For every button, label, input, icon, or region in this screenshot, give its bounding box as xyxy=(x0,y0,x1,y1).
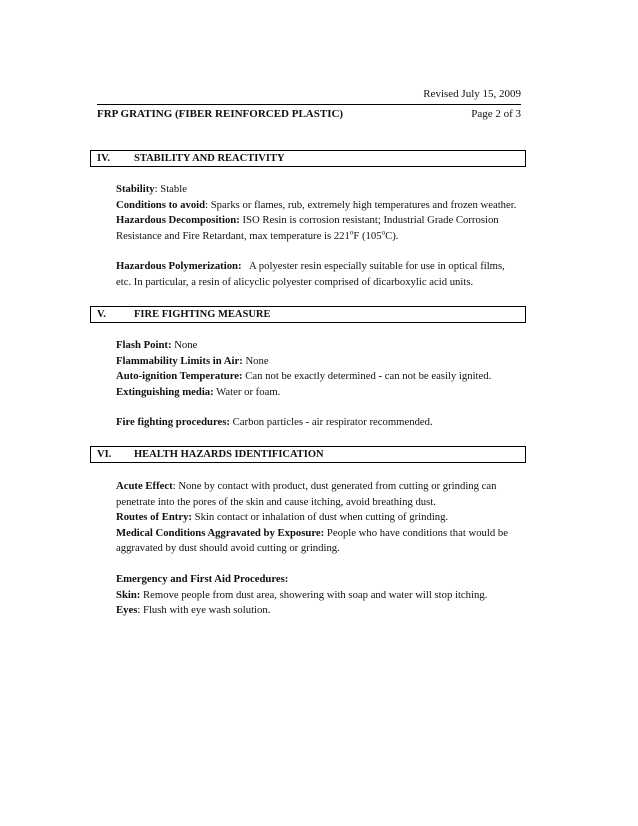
document-title: FRP GRATING (FIBER REINFORCED PLASTIC) xyxy=(97,108,344,120)
routes-line xyxy=(116,510,526,526)
section-number: VI. xyxy=(97,449,112,460)
medical-conditions-line-2 xyxy=(116,541,526,557)
field-label: Hazardous Polymerization: xyxy=(116,260,242,273)
field-value: : Stable xyxy=(154,183,187,195)
acute-effect-line xyxy=(116,479,526,495)
section-number: V. xyxy=(97,309,106,320)
field-value: aggravated by dust should avoid cutting or grinding. xyxy=(116,542,340,555)
eyes-line xyxy=(116,603,526,619)
extinguishing-line xyxy=(116,385,526,401)
emergency-heading xyxy=(116,572,526,588)
field-value: F (105 xyxy=(353,229,382,242)
section-heading-stability xyxy=(90,150,526,167)
field-value: : None by contact with product, dust generated from cutting or grinding can xyxy=(172,480,497,492)
field-label: Auto-ignition Temperature: xyxy=(116,370,243,383)
field-label: Skin: xyxy=(116,588,141,601)
decomposition-line xyxy=(116,213,526,229)
field-value: People who have conditions that would be xyxy=(324,526,508,539)
degree-symbol: o xyxy=(381,228,386,237)
conditions-line xyxy=(116,198,526,214)
field-label: Acute Effect xyxy=(116,480,173,492)
section-title: STABILITY AND REACTIVITY xyxy=(134,153,285,164)
health-hazards-block xyxy=(116,479,526,619)
section-number: IV. xyxy=(97,153,110,164)
procedures-line xyxy=(116,415,526,431)
field-value: None xyxy=(171,339,198,351)
polymerization-line xyxy=(116,259,526,275)
field-value: Can not be exactly determined xyxy=(242,370,379,383)
section-heading-fire-fighting xyxy=(90,306,526,323)
field-value: Resistance and Fire Retardant, max temperature is 221 xyxy=(116,229,350,242)
section-title: FIRE FIGHTING MEASURE xyxy=(134,309,271,320)
field-label: Conditions to avoid xyxy=(116,198,206,211)
field-value: Carbon particles - air respirator recommended. xyxy=(230,416,433,429)
field-label: Fire fighting procedures: xyxy=(116,416,230,429)
fire-fighting-block xyxy=(116,338,526,431)
field-value: Remove people from dust area, showering with soap and water will stop itching. xyxy=(140,588,488,601)
field-label: Medical Conditions Aggravated by Exposure: xyxy=(116,526,325,539)
decomposition-line-2 xyxy=(116,229,526,245)
revised-date: Revised July 15, 2009 xyxy=(423,88,521,100)
field-value: : Sparks or flames, rub, extremely high temperatures and frozen weather. xyxy=(205,198,517,211)
page-number: Page 2 of 3 xyxy=(471,108,521,120)
flash-point-line xyxy=(116,338,526,354)
field-label: Eyes xyxy=(116,604,138,617)
field-value: Skin contact or inhalation of dust when cutting of grinding. xyxy=(192,511,449,524)
field-value: ISO Resin is corrosion resistant; Industrial Grade Corrosion xyxy=(239,214,499,227)
field-label: Stability xyxy=(116,183,155,195)
section-heading-health-hazards xyxy=(90,446,526,463)
field-value: A polyester resin especially suitable for use in optical films, xyxy=(241,260,505,273)
field-value: Water or foam. xyxy=(213,385,281,398)
field-value: : Flush with eye wash solution. xyxy=(137,604,271,617)
field-label: Emergency and First Aid Procedures: xyxy=(116,572,289,585)
degree-symbol: o xyxy=(349,228,354,237)
field-label: Flash Point: xyxy=(116,339,172,351)
field-label: Flammability Limits in Air: xyxy=(116,354,243,367)
stability-block xyxy=(116,182,526,291)
field-label: Hazardous Decomposition: xyxy=(116,214,240,227)
acute-effect-line-2 xyxy=(116,495,526,511)
stability-line xyxy=(116,182,526,198)
polymerization-line-2 xyxy=(116,275,526,291)
skin-line xyxy=(116,588,526,604)
field-value: etc. In particular, a resin of alicyclic polyester comprised of dicarboxylic acid units. xyxy=(116,275,474,288)
medical-conditions-line xyxy=(116,526,526,542)
field-value: can not be easily ignited. xyxy=(382,370,492,383)
section-title: HEALTH HAZARDS IDENTIFICATION xyxy=(134,449,324,460)
document-header xyxy=(97,104,521,120)
field-value: None xyxy=(242,354,269,367)
field-label: Extinguishing media: xyxy=(116,385,214,398)
field-label: Routes of Entry: xyxy=(116,511,192,524)
field-value: C). xyxy=(385,229,399,242)
flammability-line xyxy=(116,354,526,370)
auto-ignition-line xyxy=(116,369,526,385)
field-value: penetrate into the pores of the skin and cause itching, avoid breathing dust. xyxy=(116,495,436,508)
field-dash: - xyxy=(378,370,383,383)
